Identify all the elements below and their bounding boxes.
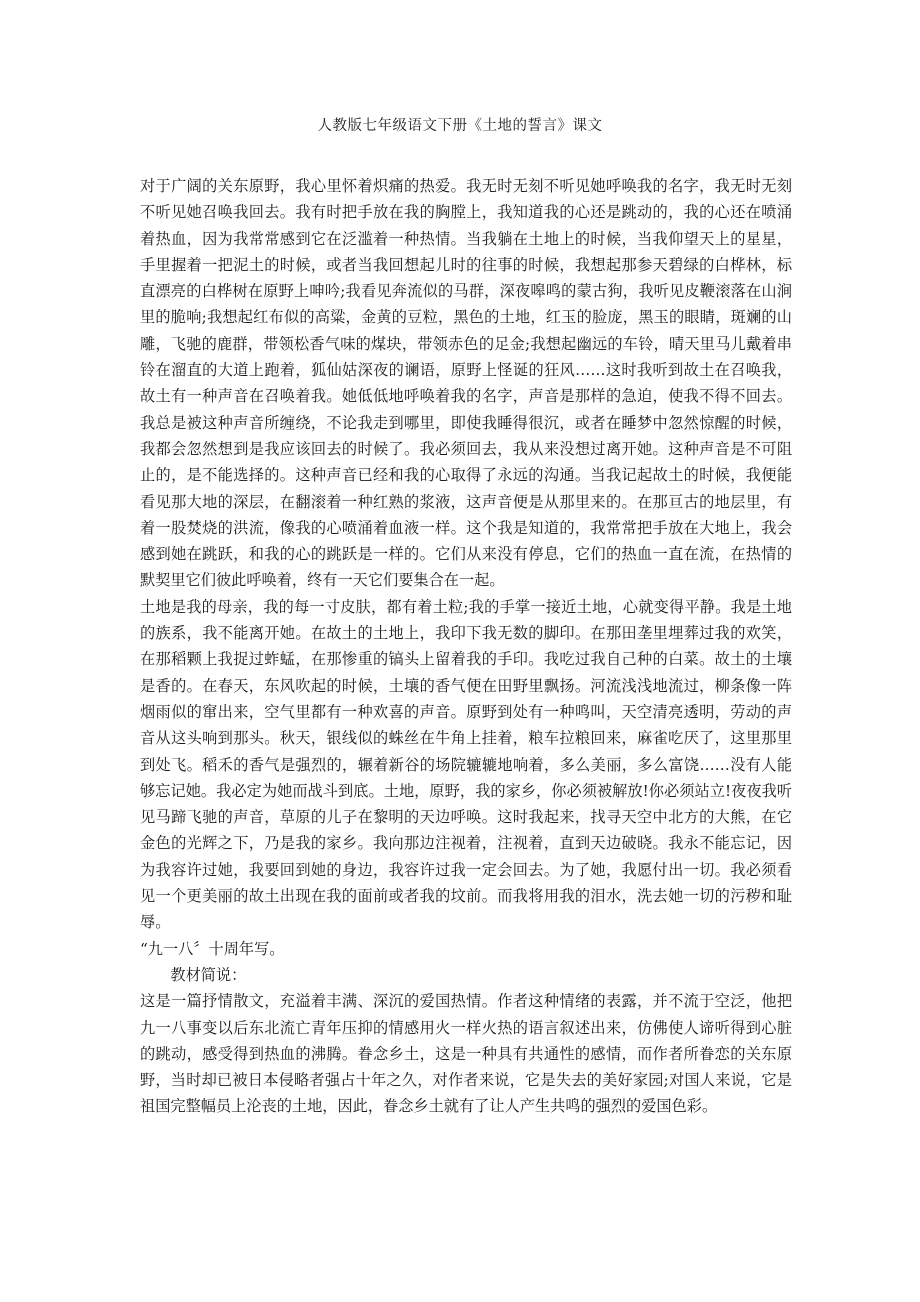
paragraph-homeland-call: 对于广阔的关东原野，我心里怀着炽痛的热爱。我无时无刻不听见她呼唤我的名字，我无时无刻不听见她召唤我回去。我有时把手放在我的胸膛上，我知道我的心还是跳动的，我的心还在喷涌着热血，因为我常常感到它在泛滥着一种热情。当我躺在土地上的时候，当我仰望天上的星星，手里握着一把泥土的时候，或者当我回想起儿时的往事的时候，我想起那参天碧绿的白桦林，标直漂亮的白桦树在原野上呻吟;我看见奔流似的马群，深夜嗥鸣的蒙古狗，我听见皮鞭滚落在山涧里的脆响;我想起红布似的高粱，金黄的豆粒，黑色的土地，红玉的脸庞，黑玉的眼睛，斑斓的山雕，飞驰的鹿群，带领松香气味的煤块，带领赤色的足金;我想起幽远的车铃，晴天里马儿戴着串铃在溜直的大道上跑着，狐仙姑深夜的谰语，原野上怪诞的狂风……这时我听到故土在召唤我，故土有一种声音在召唤着我。她低低地呼唤着我的名字，声音是那样的急迫，使我不得不回去。我总是被这种声音所缠绕，不论我走到哪里，即使我睡得很沉，或者在睡梦中忽然惊醒的时候，我都会忽然想到是我应该回去的时候了。我必须回去，我从来没想过离开她。这种声音是不可阻止的，是不能选择的。这种声音已经和我的心取得了永远的沟通。当我记起故土的时候，我便能看见那大地的深层，在翻滚着一种红熟的浆液，这声音便是从那里来的。在那亘古的地层里，有着一股焚烧的洪流，像我的心喷涌着血液一样。这个我是知道的，我常常把手放在大地上，我会感到她在跳跃，和我的心的跳跃是一样的。它们从来没有停息，它们的热血一直在流，在热情的默契里它们彼此呼唤着，终有一天它们要集合在一起。 [140,177,792,590]
article-body [140,173,792,1120]
paragraph-textbook-notes: 这是一篇抒情散文，充溢着丰满、深沉的爱国热情。作者这种情绪的表露，并不流于空泛，他把九一八事变以后东北流亡青年压抑的情感用火一样火热的语言叙述出来，仿佛使人谛听得到心脏的跳动，感受得到热血的沸腾。眷念乡土，这是一种具有共通性的感情，而作者所眷恋的关东原野，当时却已被日本侵略者强占十年之久，对作者来说，它是失去的美好家园;对国人来说，它是祖国完整幅员上沦丧的土地，因此，眷念乡土就有了让人产生共鸣的强烈的爱国色彩。 [140,992,792,1116]
page-title: 人教版七年级语文下册《土地的誓言》课文 [317,118,603,134]
section-heading-textbook-notes: 教材简说： [170,965,247,984]
paragraph-land-mother: 土地是我的母亲，我的每一寸皮肤，都有着土粒;我的手掌一接近土地，心就变得平静。我是土地的族系，我不能离开她。在故土的土地上，我印下我无数的脚印。在那田垄里埋葬过我的欢笑，在那稻颗上我捉过蚱蜢，在那惨重的镐头上留着我的手印。我吃过我自己种的白菜。故土的土壤是香的。在春天，东风吹起的时候，土壤的香气便在田野里飘扬。河流浅浅地流过，柳条像一阵烟雨似的窜出来，空气里都有一种欢喜的声音。原野到处有一种鸣叫，天空清亮透明，劳动的声音从这头响到那头。秋天，银线似的蛛丝在牛角上挂着，粮车拉粮回来，麻雀吃厌了，这里那里到处飞。稻禾的香气是强烈的，辗着新谷的场院辘辘地响着，多么美丽，多么富饶……没有人能够忘记她。我必定为她而战斗到底。土地，原野，我的家乡，你必须被解放!你必须站立!夜夜我听见马蹄飞驰的声音，草原的儿子在黎明的天边呼唤。这时我起来，找寻天空中北方的大熊，在它金色的光辉之下，乃是我的家乡。我向那边注视着，注视着，直到天边破晓。我永不能忘记，因为我容许过她，我要回到她的身边，我容许过我一定会回去。为了她，我愿付出一切。我必须看见一个更美丽的故土出现在我的面前或者我的坟前。而我将用我的泪水，洗去她一切的污秽和耻辱。 [140,597,792,932]
paragraph-date-note: “九一八〞十周年写。 [140,939,285,958]
